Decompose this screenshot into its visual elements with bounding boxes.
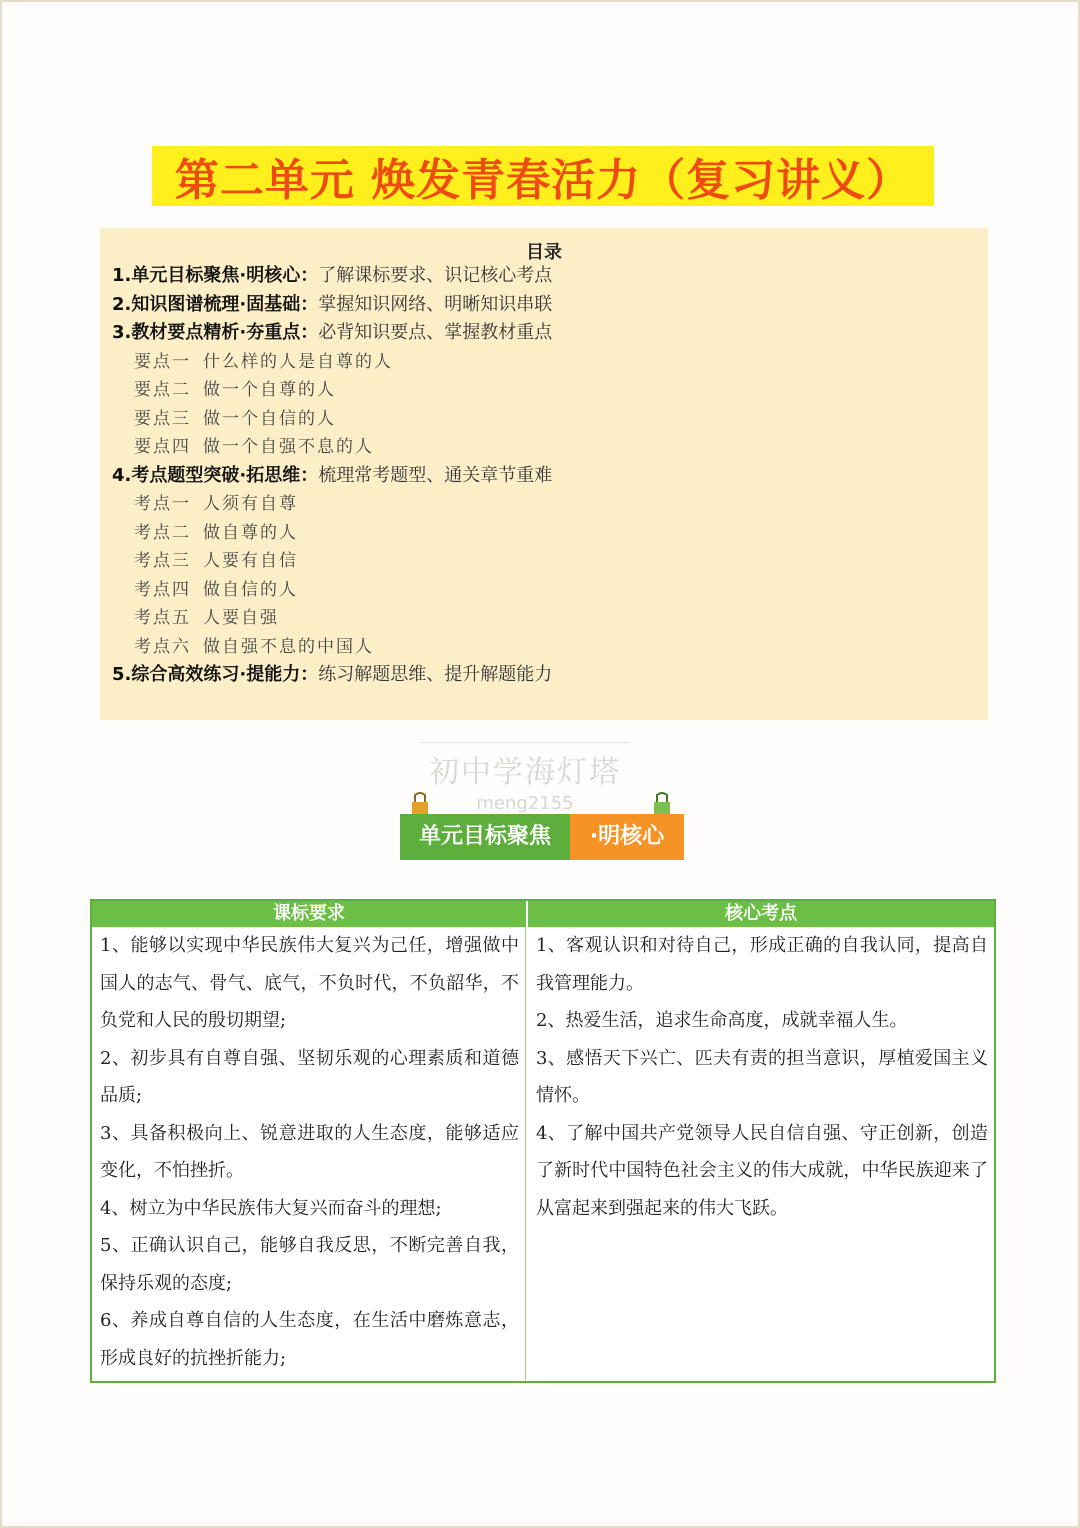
toc-section-item [112,291,978,320]
watermark-id: meng2155 [476,793,574,814]
curriculum-requirement-item: 3、具备积极向上、锐意进取的人生态度，能够适应变化，不怕挫折。 [100,1122,519,1181]
banner-left-label: 单元目标聚焦 [400,814,570,860]
curriculum-requirement-item: 1、能够以实现中华民族伟大复兴为己任，增强做中国人的志气、骨气、底气，不负时代，不负韶华，不负党和人民的殷切期望; [100,935,519,1031]
toc-item-title: 4.考点题型突破·拓思维： [112,464,319,486]
toc-item-description: 人要有自信 [203,551,298,571]
toc-item-description: 人要自强 [203,608,279,628]
toc-item-title: 考点三 [134,551,191,571]
table-header [92,901,994,927]
toc-item-description: 练习解题思维、提升解题能力 [318,664,553,685]
toc-item-description: 什么样的人是自尊的人 [203,351,393,372]
toc-item-description: 掌握知识网络、明晰知识串联 [318,293,553,315]
watermark-divider [420,742,630,743]
toc-heading [100,238,988,264]
toc-item-title: 1.单元目标聚焦·明核心： [112,265,319,286]
core-point-item: 3、感悟天下兴亡、匹夫有责的担当意识，厚植爱国主义情怀。 [536,1047,988,1106]
watermark-title: 初中学海灯塔 [429,755,621,790]
toc-subitem [112,604,978,633]
curriculum-requirement-item: 4、树立为中华民族伟大复兴而奋斗的理想; [100,1197,442,1219]
table-of-contents [100,228,988,720]
toc-item-description: 人须有自尊 [203,494,298,514]
toc-item-description: 了解课标要求、识记核心考点 [318,265,553,286]
section-banner [400,792,686,864]
toc-item-description: 做自强不息的中国人 [203,636,374,657]
toc-subitem [112,348,978,377]
toc-item-title: 考点二 [134,522,191,543]
toc-subitem [112,519,978,548]
curriculum-requirement-item: 2、初步具有自尊自强、坚韧乐观的心理素质和道德品质; [100,1047,519,1106]
toc-item-title: 考点五 [134,608,191,628]
toc-subitem [112,405,978,434]
toc-item-title: 要点二 [134,380,191,400]
toc-subitem [112,376,978,405]
toc-item-description: 做自尊的人 [203,522,298,543]
title-banner [152,146,934,206]
table-body [92,927,994,1381]
toc-item-description: 做自信的人 [203,579,298,600]
core-point-item: 2、热爱生活，追求生命高度，成就幸福人生。 [536,1010,908,1031]
toc-item-title: 要点一 [134,351,191,372]
page-title: 第二单元 焕发青春活力（复习讲义） [174,155,912,206]
curriculum-requirements-column [92,927,526,1381]
header-curriculum-requirements: 课标要求 [92,901,528,927]
banner-right-label: ·明核心 [570,814,684,860]
toc-section-item [112,319,978,348]
toc-section-item [112,661,978,690]
toc-section-item [112,262,978,291]
requirements-table [90,899,996,1383]
toc-item-title: 2.知识图谱梳理·固基础： [112,293,319,315]
toc-subitem [112,576,978,605]
toc-list [112,262,978,690]
toc-item-title: 5.综合高效练习·提能力： [112,664,319,685]
toc-item-description: 做一个自尊的人 [203,380,336,400]
toc-subitem [112,433,978,462]
toc-section-item [112,462,978,491]
toc-item-description: 必背知识要点、掌握教材重点 [318,322,553,343]
header-core-points: 核心考点 [725,903,797,924]
toc-item-title: 要点四 [134,437,191,457]
core-point-item: 1、客观认识和对待自己，形成正确的自我认同，提高自我管理能力。 [536,935,988,994]
curriculum-requirement-item: 6、养成自尊自信的人生态度，在生活中磨炼意志，形成良好的抗挫折能力; [100,1310,519,1369]
toc-item-description: 做一个自强不息的人 [203,437,374,457]
toc-item-description: 梳理常考题型、通关章节重难 [318,464,553,486]
toc-item-title: 考点四 [134,579,191,600]
core-point-item: 4、了解中国共产党领导人民自信自强、守正创新，创造了新时代中国特色社会主义的伟大成就，中华民族迎来了从富起来到强起来的伟大飞跃。 [536,1122,988,1219]
toc-item-title: 考点一 [134,494,191,514]
curriculum-requirement-item: 5、正确认识自己，能够自我反思，不断完善自我，保持乐观的态度; [100,1235,519,1294]
toc-heading-text: 目录 [526,242,562,263]
toc-item-title: 考点六 [134,636,191,657]
toc-subitem [112,490,978,519]
toc-item-description: 做一个自信的人 [203,408,336,429]
toc-subitem [112,547,978,576]
toc-item-title: 要点三 [134,408,191,429]
toc-subitem [112,633,978,662]
core-points-column [526,927,994,1381]
toc-item-title: 3.教材要点精析·夯重点： [112,322,319,343]
